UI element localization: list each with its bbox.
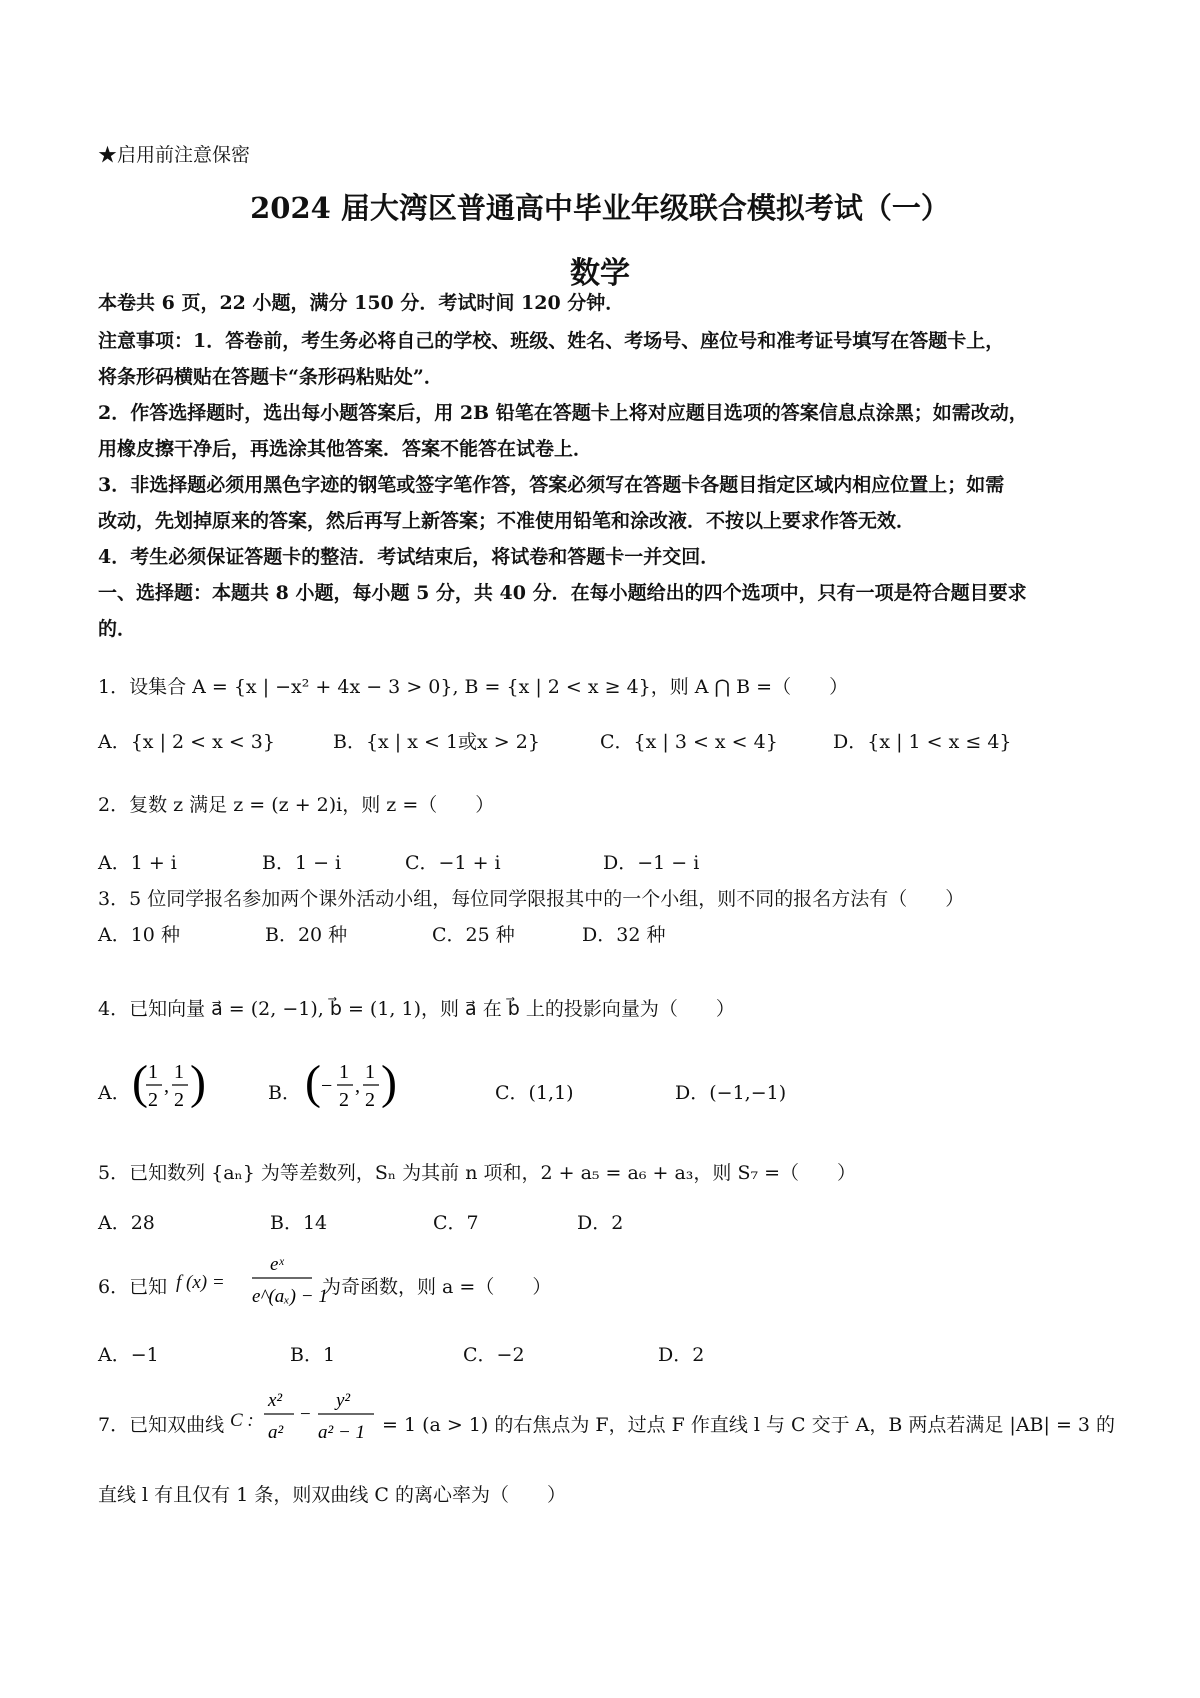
exam-title: 2024 届大湾区普通高中毕业年级联合模拟考试（一） [250, 191, 950, 225]
question-2-stem: 2．复数 z 满足 z = (z + 2)i，则 z =（ ） [98, 794, 495, 816]
q6-option-a: A．−1 [98, 1344, 159, 1366]
q4-option-b-vector [303, 1050, 403, 1120]
frac-num: eˣ [270, 1254, 284, 1275]
frac-num: y² [336, 1390, 351, 1411]
q5-option-b: B．14 [270, 1212, 328, 1234]
q7-equation [262, 1384, 378, 1448]
intro-line: 3．非选择题必须用黑色字迹的钢笔或签字笔作答，答案必须写在答题卡各题目指定区域内相应位置上；如需 [98, 474, 1005, 496]
intro-line: 将条形码横贴在答题卡“条形码粘贴处”． [98, 366, 443, 388]
q4-option-c: C．(1,1) [495, 1082, 574, 1104]
q2-option-c: C．−1 + i [405, 852, 501, 874]
frac-den: 2 [148, 1089, 158, 1111]
q2-option-a: A．1 + i [98, 852, 177, 874]
q3-option-d: D．32 种 [582, 924, 666, 946]
frac-num: 1 [365, 1061, 375, 1083]
frac-den: 2 [339, 1089, 349, 1111]
comma: , [164, 1075, 169, 1097]
q7-curve-label: C : [230, 1410, 254, 1431]
section-heading-cont: 的． [98, 618, 137, 640]
frac-den: 2 [174, 1089, 184, 1111]
question-6-prefix: 6．已知 [98, 1276, 168, 1298]
q6-fraction [250, 1248, 328, 1312]
q4-option-b-label: B． [268, 1082, 301, 1104]
intro-line: 4．考生必须保证答题卡的整洁．考试结束后，将试卷和答题卡一并交回． [98, 546, 720, 568]
frac-den: a² − 1 [318, 1422, 366, 1443]
subject-title: 数学 [570, 256, 630, 291]
frac-num: 1 [339, 1061, 349, 1083]
q5-option-c: C．7 [433, 1212, 479, 1234]
frac-num: x² [268, 1390, 283, 1411]
confidential-mark: ★启用前注意保密 [98, 144, 251, 166]
q3-option-b: B．20 种 [265, 924, 348, 946]
intro-line: 注意事项：1．答卷前，考生务必将自己的学校、班级、姓名、考场号、座位号和准考证号填写在答题卡上， [98, 330, 1005, 352]
intro-line: 本卷共 6 页，22 小题，满分 150 分．考试时间 120 分钟． [98, 292, 625, 314]
question-1-stem: 1．设集合 A = {x | −x² + 4x − 3 > 0}, B = {x | 2 < x ≥ 4}，则 A ⋂ B =（ ） [98, 676, 849, 698]
q6-option-c: C．−2 [463, 1344, 525, 1366]
frac-den: e^(aₓ) − 1 [252, 1286, 328, 1307]
q4-option-d: D．(−1,−1) [675, 1082, 787, 1104]
intro-line: 用橡皮擦干净后，再选涂其他答案．答案不能答在试卷上． [98, 438, 593, 460]
frac-num: 1 [148, 1061, 158, 1083]
intro-line: 改动，先划掉原来的答案，然后再写上新答案；不准使用铅笔和涂改液．不按以上要求作答无效． [98, 510, 916, 532]
question-5-stem: 5．已知数列 {aₙ} 为等差数列，Sₙ 为其前 n 项和，2 + a₅ = a₆ + a₃，则 S₇ =（ ） [98, 1162, 857, 1184]
q3-option-a: A．10 种 [98, 924, 180, 946]
q5-option-d: D．2 [577, 1212, 624, 1234]
minus-sign: − [300, 1404, 311, 1425]
paren-open: ( [132, 1056, 148, 1109]
frac-num: 1 [174, 1061, 184, 1083]
q4-option-a-vector [130, 1050, 210, 1120]
paren-close: ) [381, 1056, 397, 1109]
q1-option-a: A．{x | 2 < x < 3} [98, 731, 275, 753]
paren-close: ) [190, 1056, 206, 1109]
question-6-suffix: 为奇函数，则 a =（ ） [322, 1276, 552, 1298]
minus-sign: − [321, 1075, 333, 1097]
q1-option-d: D．{x | 1 < x ≤ 4} [833, 731, 1012, 753]
q2-option-b: B．1 − i [262, 852, 342, 874]
q3-option-c: C．25 种 [432, 924, 515, 946]
comma: , [355, 1075, 360, 1097]
intro-line: 2．作答选择题时，选出每小题答案后，用 2B 铅笔在答题卡上将对应题目选项的答案信息点涂黑；如需改动， [98, 402, 1028, 424]
frac-den: 2 [365, 1089, 375, 1111]
q6-option-d: D．2 [658, 1344, 705, 1366]
question-4-stem: 4．已知向量 a⃗ = (2, −1), b⃗ = (1, 1)，则 a⃗ 在 b⃗ 上的投影向量为（ ） [98, 998, 735, 1020]
q5-option-a: A．28 [98, 1212, 155, 1234]
question-7-prefix: 7．已知双曲线 [98, 1414, 225, 1436]
q6-option-b: B．1 [290, 1344, 336, 1366]
q1-option-c: C．{x | 3 < x < 4} [600, 731, 778, 753]
q1-option-b: B．{x | x < 1或x > 2} [333, 731, 540, 753]
question-7-stem-cont: 直线 l 有且仅有 1 条，则双曲线 C 的离心率为（ ） [98, 1484, 566, 1506]
frac-den: a² [268, 1422, 284, 1443]
q4-option-a-label: A． [98, 1082, 131, 1104]
q6-function-lhs: f (x) = [176, 1272, 225, 1293]
q2-option-d: D．−1 − i [603, 852, 700, 874]
question-3-stem: 3．5 位同学报名参加两个课外活动小组，每位同学限报其中的一个小组，则不同的报名方法有（ ） [98, 888, 965, 910]
section-heading: 一、选择题：本题共 8 小题，每小题 5 分，共 40 分．在每小题给出的四个选项中，只有一项是符合题目要求 [98, 582, 1027, 604]
question-7-stem: = 1 (a > 1) 的右焦点为 F，过点 F 作直线 l 与 C 交于 A，B 两点若满足 |AB| = 3 的 [382, 1414, 1116, 1436]
paren-open: ( [305, 1056, 321, 1109]
